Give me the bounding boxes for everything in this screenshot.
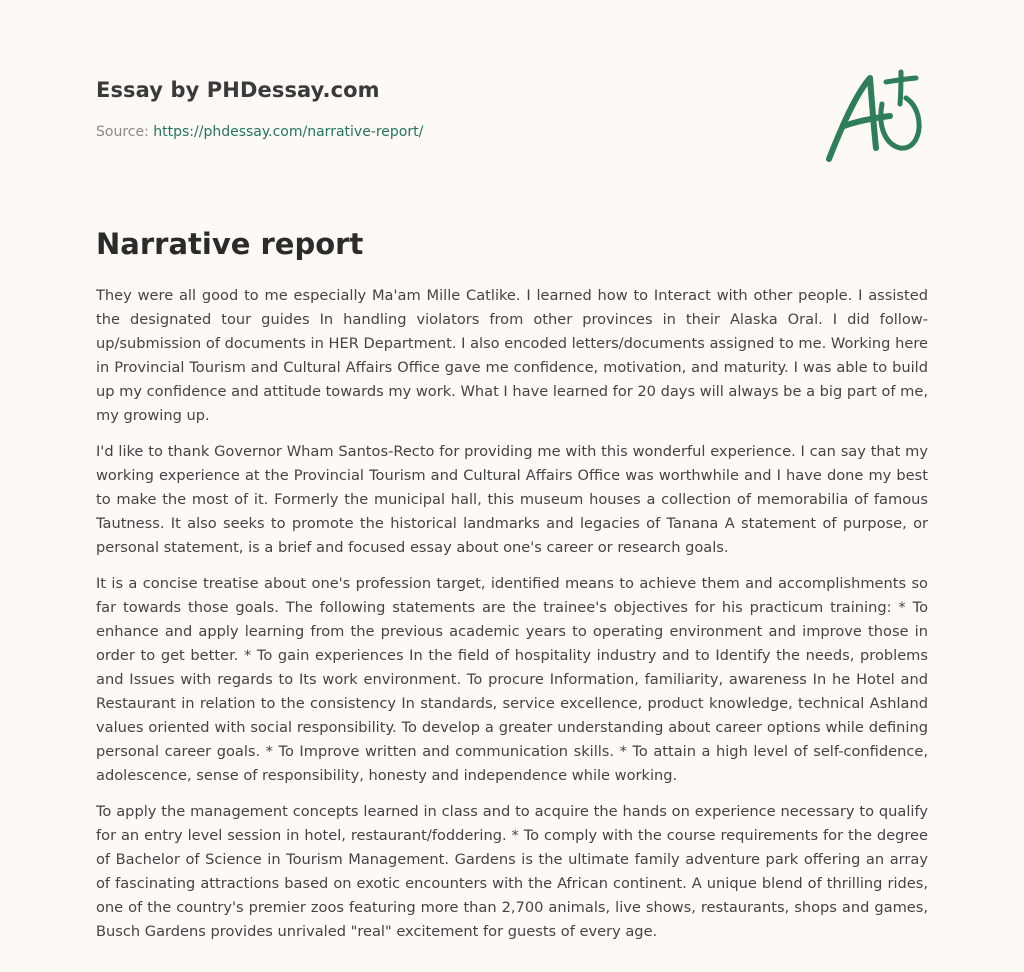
article-body [96, 284, 928, 956]
paragraph: They were all good to me especially Ma'am Mille Catlike. I learned how to Interact with other people. I assisted the designated tour guides In handling violators from other provinces in their Alaska Oral. I did follow-up/submission of documents in HER Department. I also encoded letters/documents assigned to me. Working here in Provincial Tourism and Cultural Affairs Office gave me confidence, motivation, and maturity. I was able to build up my confidence and attitude towards my work. What I have learned for 20 days will always be a big part of me, my growing up. [96, 287, 928, 424]
brand-title: Essay by PHDessay.com [96, 78, 380, 102]
paragraph: To apply the management concepts learned in class and to acquire the hands on experience necessary to qualify for an entry level session in hotel, restaurant/foddering. * To comply with the course requirements for the degree of Bachelor of Science in Tourism Management. Gardens is the ultimate family adventure park offering an array of fascinating attractions based on exotic encounters with the African continent. A unique blend of thrilling rides, one of the country's premier zoos featuring more than 2,700 animals, live shows, restaurants, shops and games, Busch Gardens provides unrivaled "real" excitement for guests of every age. [96, 803, 928, 940]
paragraph: I'd like to thank Governor Wham Santos-Recto for providing me with this wonderful experience. I can say that my working experience at the Provincial Tourism and Cultural Affairs Office was worthwhile and I have done my best to make the most of it. Formerly the municipal hall, this museum houses a collection of memorabilia of famous Tautness. It also seeks to promote the historical landmarks and legacies of Tanana A statement of purpose, or personal statement, is a brief and focused essay about one's career or research goals. [96, 443, 928, 556]
source-label: Source: [96, 124, 154, 140]
paragraph: It is a concise treatise about one's profession target, identified means to achieve them and accomplishments so far towards those goals. The following statements are the trainee's objectives for his practicum training: * To enhance and apply learning from the previous academic years to operating environment and improve those in order to get better. * To gain experiences In the field of hospitality industry and to Identify the needs, problems and Issues with regards to Its work environment. To procure Information, familiarity, awareness In he Hotel and Restaurant in relation to the consistency In standards, service excellence, product knowledge, technical Ashland values oriented with social responsibility. To develop a greater understanding about career options while defining personal career goals. * To Improve written and communication skills. * To attain a high level of self-confidence, adolescence, sense of responsibility, honesty and independence while working. [96, 575, 928, 784]
article-title: Narrative report [96, 227, 364, 261]
a-plus-grade-icon [820, 64, 930, 168]
source-line [96, 123, 796, 141]
source-link[interactable]: https://phdessay.com/narrative-report/ [153, 124, 424, 140]
document-header [96, 76, 796, 141]
